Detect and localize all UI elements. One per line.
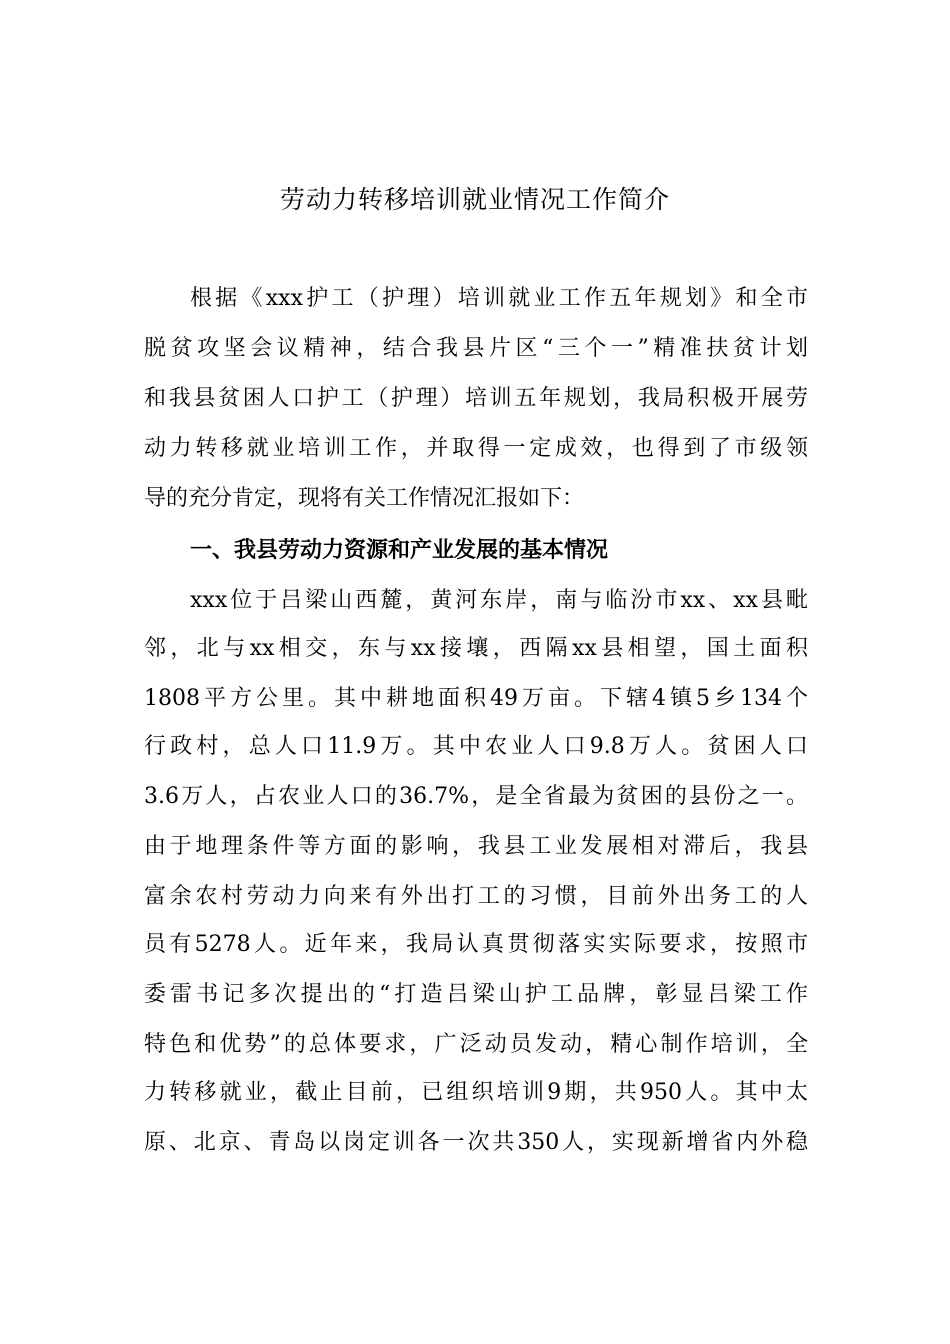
paragraph-line: 由于地理条件等方面的影响，我县工业发展相对滞后，我县: [144, 834, 808, 859]
paragraph-line: xxx位于吕梁山西麓，黄河东岸，南与临汾市xx、xx县毗: [190, 588, 808, 613]
paragraph-line: 原、北京、青岛以岗定训各一次共350人，实现新增省内外稳: [144, 1130, 808, 1155]
paragraph-line: 动力转移就业培训工作，并取得一定成效，也得到了市级领: [144, 436, 808, 461]
document-title: 劳动力转移培训就业情况工作简介: [279, 185, 670, 214]
paragraph-line: 3.6万人，占农业人口的36.7%，是全省最为贫困的县份之一。: [144, 784, 808, 809]
paragraph-line: 1808平方公里。其中耕地面积49万亩。下辖4镇5乡134个: [144, 686, 808, 711]
section-heading: 一、我县劳动力资源和产业发展的基本情况: [190, 538, 609, 563]
paragraph-line: 和我县贫困人口护工（护理）培训五年规划，我局积极开展劳: [144, 386, 808, 411]
paragraph-line: 导的充分肯定，现将有关工作情况汇报如下：: [144, 486, 585, 511]
paragraph-line: 员有5278人。近年来，我局认真贯彻落实实际要求，按照市: [144, 932, 808, 957]
paragraph-line: 行政村，总人口11.9万。其中农业人口9.8万人。贫困人口: [144, 734, 808, 759]
paragraph-line: 力转移就业，截止目前，已组织培训9期，共950人。其中太: [144, 1080, 808, 1105]
paragraph-line: 根据《xxx护工（护理）培训就业工作五年规划》和全市: [190, 286, 808, 311]
paragraph-line: 邻，北与xx相交，东与xx接壤，西隔xx县相望，国土面积: [144, 636, 808, 661]
paragraph-line: 富余农村劳动力向来有外出打工的习惯，目前外出务工的人: [144, 884, 808, 909]
paragraph-line: 特色和优势”的总体要求，广泛动员发动，精心制作培训，全: [144, 1032, 808, 1057]
paragraph-line: 委雷书记多次提出的“打造吕梁山护工品牌，彰显吕梁工作: [144, 982, 808, 1007]
paragraph-line: 脱贫攻坚会议精神，结合我县片区“三个一”精准扶贫计划: [144, 336, 808, 361]
